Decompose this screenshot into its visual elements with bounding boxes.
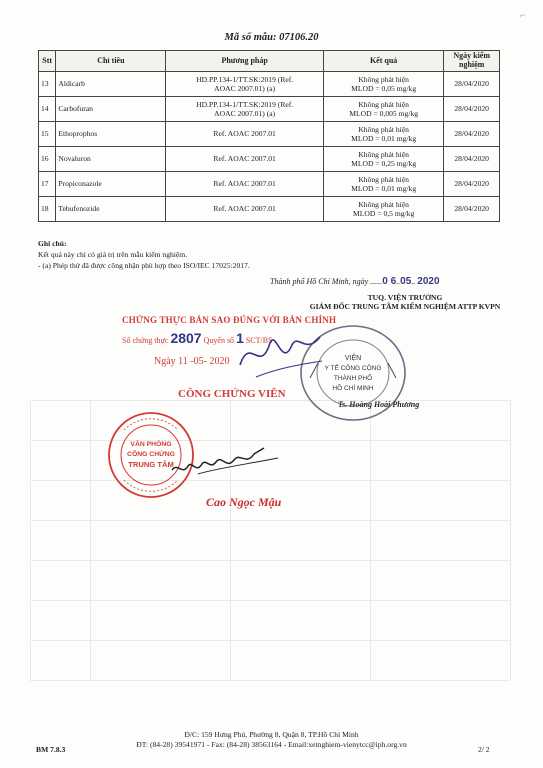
cell-method bbox=[166, 196, 324, 221]
result-line-1: Không phát hiện bbox=[358, 149, 409, 159]
method-line-1: Ref. AOAC 2007.01 bbox=[213, 204, 276, 214]
header-stt: Stt bbox=[39, 51, 56, 72]
cell-date bbox=[444, 121, 500, 146]
stt-value: 18 bbox=[41, 204, 49, 214]
method-line-1: HD.PP.134-1/TT.SK:2019 (Ref. bbox=[196, 99, 294, 109]
cell-result bbox=[323, 121, 443, 146]
cell-method bbox=[166, 71, 324, 96]
table-row bbox=[39, 196, 500, 221]
criterion-value: Aldicarb bbox=[58, 79, 85, 89]
stamp-red-line-1: VĂN PHÒNG bbox=[130, 441, 172, 448]
criterion-value: Propiconazole bbox=[58, 179, 102, 189]
cell-method bbox=[166, 121, 324, 146]
stamp-red-line-3: TRUNG TÂM bbox=[128, 460, 174, 469]
date-year: 2020 bbox=[417, 276, 440, 287]
result-line-2: MLOD = 0,01 mg/kg bbox=[351, 183, 417, 193]
cell-criterion bbox=[56, 96, 166, 121]
cell-criterion bbox=[56, 171, 166, 196]
corner-mark: ⌐ bbox=[520, 10, 526, 20]
form-code: BM 7.8.3 bbox=[36, 745, 66, 754]
stamp-blue-line-1: VIỆN bbox=[344, 355, 362, 362]
cell-result bbox=[323, 96, 443, 121]
table-header-row bbox=[39, 51, 500, 72]
stt-value: 16 bbox=[41, 154, 49, 164]
date-value: 28/04/2020 bbox=[454, 154, 489, 164]
cell-date bbox=[444, 171, 500, 196]
cell-stt bbox=[39, 121, 56, 146]
stt-value: 13 bbox=[41, 79, 49, 89]
result-line-2: MLOD = 0,25 mg/kg bbox=[351, 158, 417, 168]
date-value: 28/04/2020 bbox=[454, 129, 489, 139]
place-date: Thành phố Hồ Chí Minh, ngày ......0 6..05.. 2020 bbox=[270, 276, 440, 287]
notary-title: CÔNG CHỨNG VIÊN bbox=[178, 388, 286, 400]
cell-stt bbox=[39, 196, 56, 221]
notes-line-2: - (a) Phép thử đã được công nhận phù hợp theo ISO/IEC 17025:2017. bbox=[38, 261, 250, 270]
date-month: 05 bbox=[400, 276, 412, 287]
cell-date bbox=[444, 96, 500, 121]
signer-line-2: GIÁM ĐỐC TRUNG TÂM KIỂM NGHIỆM ATTP KVPN bbox=[309, 302, 501, 312]
result-line-2: MLOD = 0,05 mg/kg bbox=[351, 83, 417, 93]
cell-stt bbox=[39, 71, 56, 96]
certification-number-value: 2807 bbox=[170, 330, 202, 346]
bleed-through-shadow bbox=[30, 400, 510, 700]
cell-criterion bbox=[56, 146, 166, 171]
cell-criterion bbox=[56, 196, 166, 221]
cell-criterion bbox=[56, 121, 166, 146]
table-row bbox=[39, 71, 500, 96]
footer-address-block bbox=[0, 730, 543, 751]
result-line-1: Không phát hiện bbox=[358, 199, 409, 209]
header-result: Kết quả bbox=[323, 51, 443, 72]
page-number: 2/ 2 bbox=[478, 745, 490, 754]
signer-name: Ts. Hoàng Hoài Phương bbox=[338, 400, 420, 409]
certification-book-suffix: SCT/BS bbox=[245, 336, 273, 345]
header-method: Phương pháp bbox=[166, 51, 324, 72]
table-row bbox=[39, 96, 500, 121]
cell-stt bbox=[39, 96, 56, 121]
header-criterion: Chỉ tiêu bbox=[56, 51, 166, 72]
stamp-red-line-2: CÔNG CHỨNG bbox=[127, 451, 175, 458]
method-line-2: AOAC 2007.01) (a) bbox=[214, 83, 276, 93]
stt-value: 15 bbox=[41, 129, 49, 139]
stamp-blue-line-3: THÀNH PHỐ bbox=[333, 375, 373, 382]
place-date-prefix: Thành phố Hồ Chí Minh, ngày ...... bbox=[270, 277, 383, 286]
cell-stt bbox=[39, 171, 56, 196]
date-value: 28/04/2020 bbox=[454, 104, 489, 114]
date-value: 28/04/2020 bbox=[454, 204, 489, 214]
criterion-value: Novaluron bbox=[58, 154, 91, 164]
footer-contact: ĐT: (84-28) 39541971 - Fax: (84-28) 38563164 - Email:xetnghiem-vienytcc@iph.org.vn bbox=[136, 740, 407, 750]
method-line-1: Ref. AOAC 2007.01 bbox=[213, 179, 276, 189]
cell-criterion bbox=[56, 71, 166, 96]
method-line-1: Ref. AOAC 2007.01 bbox=[213, 154, 276, 164]
method-line-1: Ref. AOAC 2007.01 bbox=[213, 129, 276, 139]
method-line-2: AOAC 2007.01) (a) bbox=[214, 108, 276, 118]
notes-line-1: Kết quả này chỉ có giá trị trên mẫu kiểm nghiệm. bbox=[38, 250, 188, 259]
method-line-1: HD.PP.134-1/TT.SK:2019 (Ref. bbox=[196, 74, 294, 84]
results-table bbox=[38, 50, 500, 222]
result-line-1: Không phát hiện bbox=[358, 174, 409, 184]
cell-date bbox=[444, 196, 500, 221]
cell-date bbox=[444, 146, 500, 171]
result-line-1: Không phát hiện bbox=[358, 74, 409, 84]
criterion-value: Tebufenozide bbox=[58, 204, 100, 214]
date-value: 28/04/2020 bbox=[454, 79, 489, 89]
table-row bbox=[39, 146, 500, 171]
director-signature bbox=[236, 325, 326, 385]
notes-title: Ghi chú: bbox=[38, 239, 67, 248]
certification-book-value: 1 bbox=[236, 330, 244, 346]
result-line-2: MLOD = 0,5 mg/kg bbox=[353, 208, 415, 218]
cell-result bbox=[323, 196, 443, 221]
sample-code: Mã số mẫu: 07106.20 bbox=[224, 32, 319, 43]
certification-date-value: 11 -05- 2020 bbox=[178, 356, 230, 367]
stt-value: 14 bbox=[41, 104, 49, 114]
notary-name: Cao Ngọc Mậu bbox=[206, 495, 282, 509]
result-line-1: Không phát hiện bbox=[358, 124, 409, 134]
footer-address: Đ/C: 159 Hưng Phú, Phường 8, Quận 8, TP.Hồ Chí Minh bbox=[184, 730, 359, 739]
table-row bbox=[39, 121, 500, 146]
signer-block bbox=[290, 293, 520, 312]
certification-title: CHỨNG THỰC BẢN SAO ĐÚNG VỚI BẢN CHÍNH bbox=[122, 315, 337, 325]
cell-result bbox=[323, 146, 443, 171]
signer-line-1: TUQ. VIỆN TRƯỞNG bbox=[367, 293, 443, 302]
result-line-1: Không phát hiện bbox=[358, 99, 409, 109]
table-row bbox=[39, 171, 500, 196]
date-day: 0 6 bbox=[382, 276, 397, 287]
stamp-blue-line-2: Y TẾ CÔNG CỘNG bbox=[324, 365, 382, 372]
cell-date bbox=[444, 71, 500, 96]
cell-result bbox=[323, 71, 443, 96]
result-line-2: MLOD = 0,01 mg/kg bbox=[351, 133, 417, 143]
criterion-value: Carbofuran bbox=[58, 104, 93, 114]
criterion-value: Ethoprophos bbox=[58, 129, 98, 139]
stamp-blue-line-4: HỒ CHÍ MINH bbox=[332, 385, 374, 392]
stt-value: 17 bbox=[41, 179, 49, 189]
date-value: 28/04/2020 bbox=[454, 179, 489, 189]
cell-method bbox=[166, 96, 324, 121]
header-date: Ngày kiểm nghiệm bbox=[444, 51, 500, 72]
cell-method bbox=[166, 146, 324, 171]
certification-book-label: Quyển số bbox=[203, 336, 235, 345]
notes bbox=[38, 238, 508, 271]
cell-method bbox=[166, 171, 324, 196]
result-line-2: MLOD = 0,005 mg/kg bbox=[349, 108, 419, 118]
certification-number-label: Số chứng thực bbox=[122, 336, 169, 345]
certification-date-label: Ngày bbox=[154, 356, 176, 367]
cell-result bbox=[323, 171, 443, 196]
cell-stt bbox=[39, 146, 56, 171]
